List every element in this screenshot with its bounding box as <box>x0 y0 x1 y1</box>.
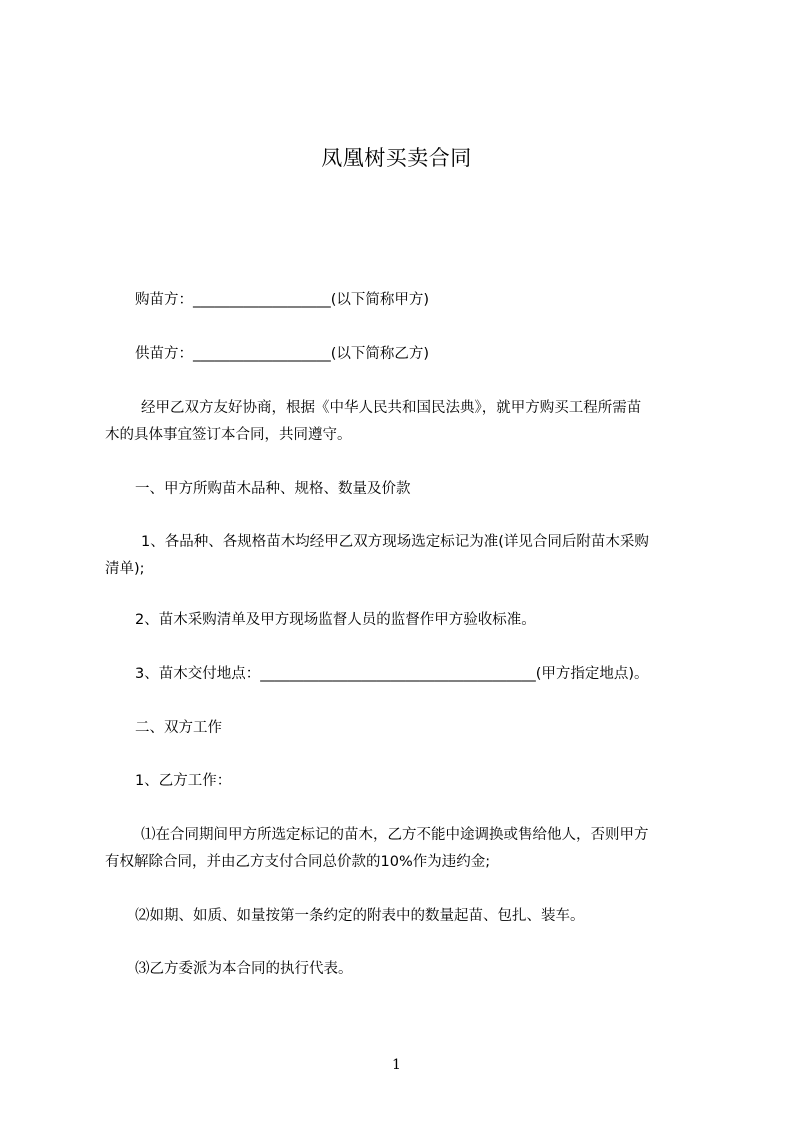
supplier-line: 供苗方：___________________(以下简称乙方) <box>135 346 430 362</box>
clause-1-3: 3、苗木交付地点：______________________________________(甲方指定地点)。 <box>135 666 649 682</box>
clause-1-1-line-1: 1、各品种、各规格苗木均经甲乙双方现场选定标记为准(详见合同后附苗木采购 <box>141 534 649 550</box>
clause-2-1-3: ⑶乙方委派为本合同的执行代表。 <box>135 961 353 977</box>
clause-1-1-line-2: 清单); <box>105 561 145 577</box>
clause-2-1-1-line-1: ⑴在合同期间甲方所选定标记的苗木，乙方不能中途调换或售给他人，否则甲方 <box>141 827 649 843</box>
preamble-line-2: 木的具体事宜签订本合同，共同遵守。 <box>105 427 352 443</box>
page-number: 1 <box>392 1057 401 1073</box>
clause-1-2: 2、苗木采购清单及甲方现场监督人员的监督作甲方验收标准。 <box>135 612 536 628</box>
clause-2-1: 1、乙方工作： <box>135 773 232 789</box>
clause-2-1-1-line-2: 有权解除合同，并由乙方支付合同总价款的10%作为违约金; <box>105 854 491 870</box>
buyer-line: 购苗方：___________________(以下简称甲方) <box>135 292 430 308</box>
document-title: 凤凰树买卖合同 <box>321 146 472 170</box>
preamble-line-1: 经甲乙双方友好协商，根据《中华人民共和国民法典》，就甲方购买工程所需苗 <box>141 400 642 416</box>
section-heading-2: 二、双方工作 <box>135 720 222 736</box>
clause-2-1-2: ⑵如期、如质、如量按第一条约定的附表中的数量起苗、包扎、装车。 <box>135 908 585 924</box>
section-heading-1: 一、甲方所购苗木品种、规格、数量及价款 <box>135 481 411 497</box>
